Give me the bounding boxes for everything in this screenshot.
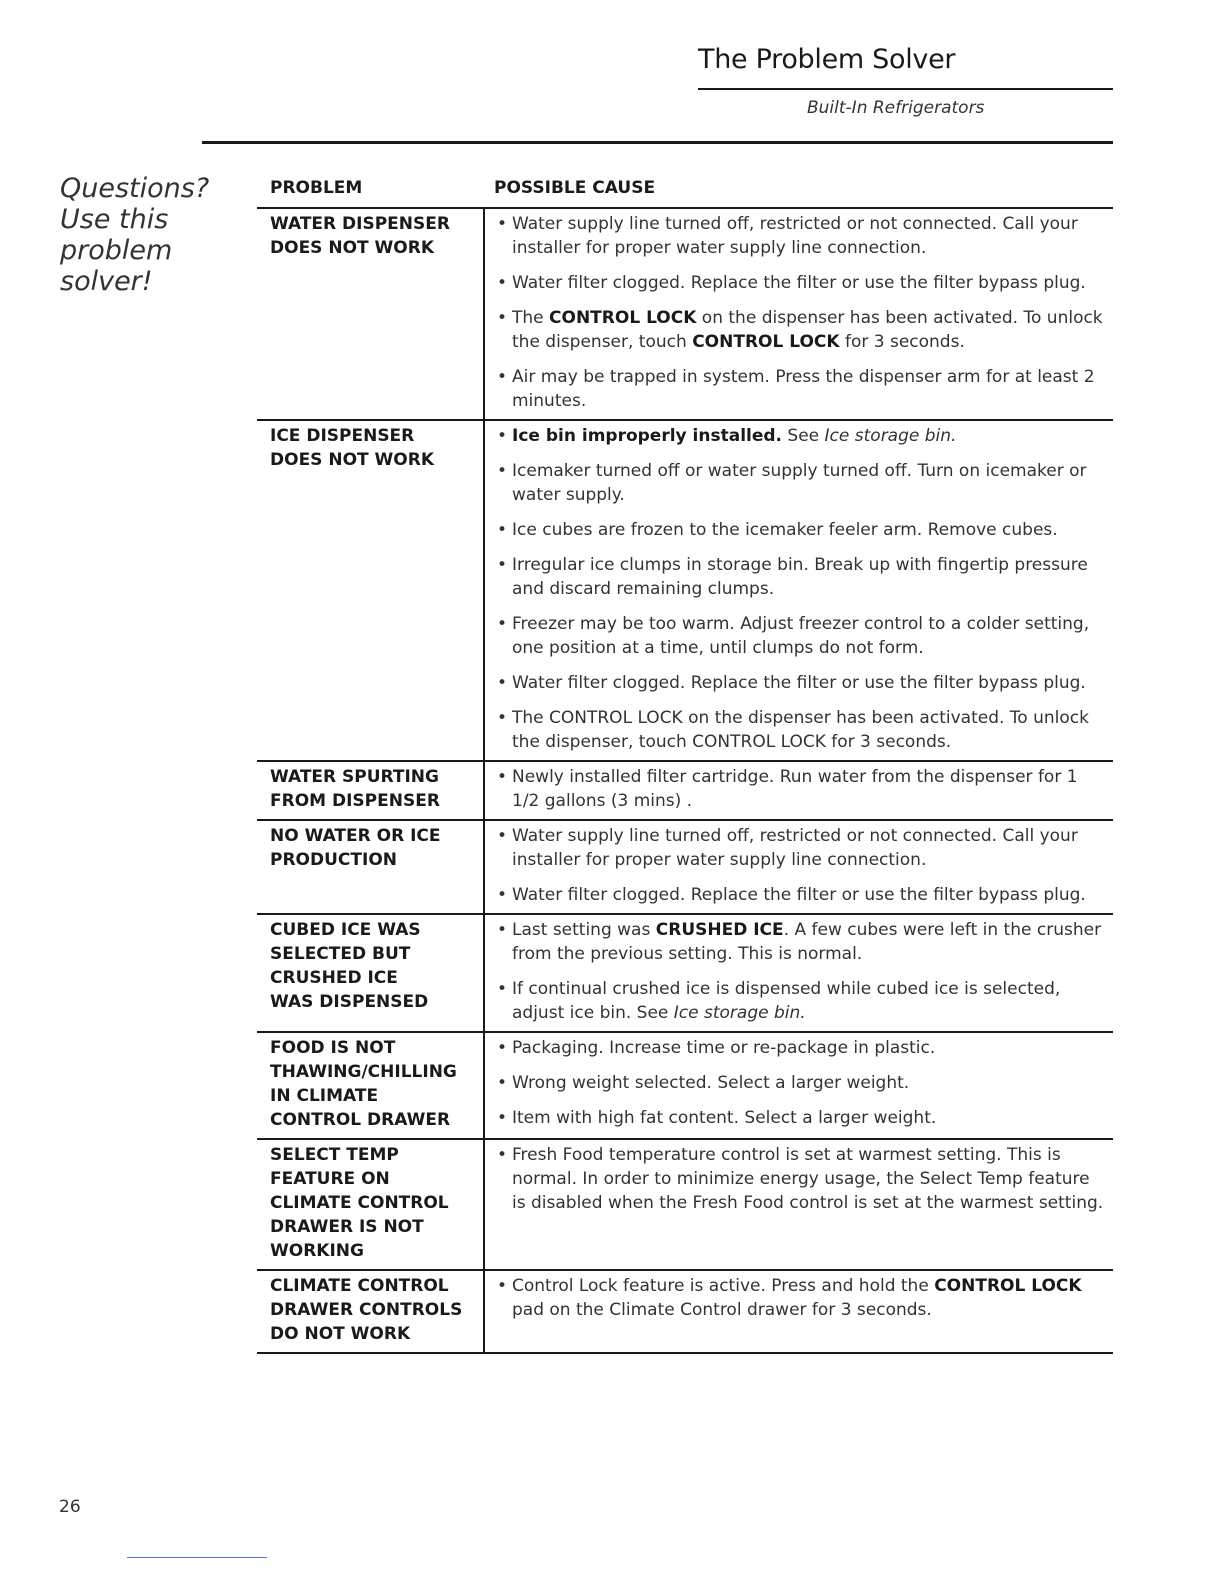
page-title: The Problem Solver: [698, 44, 956, 75]
bullet-icon: •: [497, 920, 508, 940]
cause-text: See: [782, 426, 825, 446]
cause-item: [497, 765, 1107, 813]
cause-item: [497, 212, 1107, 260]
cause-item: [497, 424, 1107, 448]
cause-item: [497, 1274, 1107, 1322]
cause-item: [497, 918, 1107, 966]
cause-item: [497, 1106, 1107, 1130]
cause-item: [497, 553, 1107, 601]
table-row: [257, 209, 1113, 421]
page-number: 26: [59, 1497, 81, 1517]
cause-text: If continual crushed ice is dispensed while cubed ice is selected, adjust ice bin. See: [512, 979, 1061, 1023]
problem-cell: CUBED ICE WAS SELECTED BUT CRUSHED ICE WAS DISPENSED: [257, 915, 485, 1031]
possible-cause-cell: [485, 1033, 1113, 1138]
bullet-icon: •: [497, 555, 508, 575]
bullet-icon: •: [497, 426, 508, 446]
possible-cause-cell: [485, 762, 1113, 819]
cause-text: Packaging. Increase time or re-package in plastic.: [512, 1038, 936, 1058]
emphasis-text: CRUSHED ICE: [655, 920, 784, 940]
bullet-icon: •: [497, 885, 508, 905]
cause-item: [497, 271, 1107, 295]
cause-text: Water filter clogged. Replace the filter or use the filter bypass plug.: [512, 273, 1086, 293]
possible-cause-cell: [485, 1271, 1113, 1352]
cause-text: Last setting was: [512, 920, 656, 940]
cause-text: Ice cubes are frozen to the icemaker feeler arm. Remove cubes.: [512, 520, 1058, 540]
cause-text: pad on the Climate Control drawer for 3 seconds.: [512, 1300, 932, 1320]
bullet-icon: •: [497, 826, 508, 846]
cause-text: Water supply line turned off, restricted or not connected. Call your installer for proper water supply line connection.: [512, 826, 1078, 870]
cause-item: [497, 1036, 1107, 1060]
cause-item: [497, 824, 1107, 872]
cause-item: [497, 365, 1107, 413]
emphasis-text: Ice bin improperly installed.: [512, 426, 783, 446]
bullet-icon: •: [497, 461, 508, 481]
bullet-icon: •: [497, 308, 508, 328]
cause-text: Wrong weight selected. Select a larger weight.: [512, 1073, 910, 1093]
column-header-possible-cause: POSSIBLE CAUSE: [494, 178, 656, 198]
table-row: [257, 915, 1113, 1033]
cause-text: Water filter clogged. Replace the filter or use the filter bypass plug.: [512, 673, 1086, 693]
possible-cause-cell: [485, 209, 1113, 419]
cause-text: Water supply line turned off, restricted or not connected. Call your installer for proper water supply line connection.: [512, 214, 1078, 258]
bullet-icon: •: [497, 214, 508, 234]
side-heading-line: Use this: [60, 204, 169, 235]
side-heading-line: Questions?: [60, 173, 210, 204]
emphasis-text: CONTROL LOCK: [549, 308, 697, 328]
cause-item: [497, 977, 1107, 1025]
cause-text: The CONTROL LOCK on the dispenser has been activated. To unlock the dispenser, touch CONTROL LOCK for 3 seconds.: [512, 708, 1089, 752]
table-row: [257, 762, 1113, 821]
reference-text: Ice storage bin.: [673, 1003, 806, 1023]
cause-text: Fresh Food temperature control is set at warmest setting. This is normal. In order to minimize energy usage, the Select Temp feature is disabled when the Fresh Food control is set at the warmest setting.: [512, 1145, 1104, 1213]
column-header-problem: PROBLEM: [270, 178, 363, 198]
problem-cell: CLIMATE CONTROL DRAWER CONTROLS DO NOT WORK: [257, 1271, 485, 1352]
cause-item: [497, 883, 1107, 907]
bullet-icon: •: [497, 614, 508, 634]
bullet-icon: •: [497, 1073, 508, 1093]
cause-text: Item with high fat content. Select a larger weight.: [512, 1108, 937, 1128]
page-subtitle: Built-In Refrigerators: [807, 98, 985, 118]
cause-text: Air may be trapped in system. Press the dispenser arm for at least 2 minutes.: [512, 367, 1095, 411]
cause-text: on the dispenser has been activated. To unlock the dispenser, touch: [512, 308, 1103, 352]
bullet-icon: •: [497, 1108, 508, 1128]
emphasis-text: CONTROL LOCK: [934, 1276, 1082, 1296]
table-header: [257, 173, 1113, 209]
cause-item: [497, 459, 1107, 507]
cause-text: Water filter clogged. Replace the filter or use the filter bypass plug.: [512, 885, 1086, 905]
cause-item: [497, 612, 1107, 660]
bullet-icon: •: [497, 979, 508, 999]
cause-text: Freezer may be too warm. Adjust freezer control to a colder setting, one position at a time, until clumps do not form.: [512, 614, 1090, 658]
cause-item: [497, 706, 1107, 754]
cause-item: [497, 306, 1107, 354]
side-heading: [60, 173, 210, 297]
problem-cell: WATER DISPENSER DOES NOT WORK: [257, 209, 485, 419]
possible-cause-cell: [485, 821, 1113, 913]
cause-item: [497, 518, 1107, 542]
table-row: [257, 1140, 1113, 1271]
bullet-icon: •: [497, 520, 508, 540]
bullet-icon: •: [497, 767, 508, 787]
bullet-icon: •: [497, 1145, 508, 1165]
bullet-icon: •: [497, 673, 508, 693]
cause-text: Control Lock feature is active. Press and hold the: [512, 1276, 935, 1296]
table-row: [257, 1033, 1113, 1140]
cause-text: for 3 seconds.: [839, 332, 965, 352]
bullet-icon: •: [497, 367, 508, 387]
problem-cell: WATER SPURTING FROM DISPENSER: [257, 762, 485, 819]
bullet-icon: •: [497, 1038, 508, 1058]
cause-text: Icemaker turned off or water supply turned off. Turn on icemaker or water supply.: [512, 461, 1087, 505]
cause-text: Newly installed filter cartridge. Run water from the dispenser for 1 1/2 gallons (3 mins) .: [512, 767, 1078, 811]
table-row: [257, 421, 1113, 762]
possible-cause-cell: [485, 421, 1113, 760]
emphasis-text: CONTROL LOCK: [692, 332, 840, 352]
table-row: [257, 821, 1113, 915]
table-body: [257, 209, 1113, 1354]
bullet-icon: •: [497, 1276, 508, 1296]
table-row: [257, 1271, 1113, 1354]
header-divider: [698, 88, 1113, 90]
section-divider: [202, 141, 1113, 144]
cause-item: [497, 671, 1107, 695]
problem-cell: FOOD IS NOT THAWING/CHILLING IN CLIMATE CONTROL DRAWER: [257, 1033, 485, 1138]
problem-cell: ICE DISPENSER DOES NOT WORK: [257, 421, 485, 760]
bullet-icon: •: [497, 708, 508, 728]
cause-text: . A few cubes were left in the crusher from the previous setting. This is normal.: [512, 920, 1102, 964]
side-heading-line: solver!: [60, 266, 153, 297]
possible-cause-cell: [485, 1140, 1113, 1269]
problem-solver-table: [257, 173, 1113, 1354]
reference-text: Ice storage bin.: [824, 426, 957, 446]
cause-item: [497, 1143, 1107, 1215]
cause-text: The: [512, 308, 550, 328]
bullet-icon: •: [497, 273, 508, 293]
problem-cell: NO WATER OR ICE PRODUCTION: [257, 821, 485, 913]
side-heading-line: problem: [60, 235, 173, 266]
footer-line: [127, 1557, 267, 1558]
problem-cell: SELECT TEMP FEATURE ON CLIMATE CONTROL DRAWER IS NOT WORKING: [257, 1140, 485, 1269]
cause-text: Irregular ice clumps in storage bin. Break up with fingertip pressure and discard remaining clumps.: [512, 555, 1088, 599]
cause-item: [497, 1071, 1107, 1095]
possible-cause-cell: [485, 915, 1113, 1031]
